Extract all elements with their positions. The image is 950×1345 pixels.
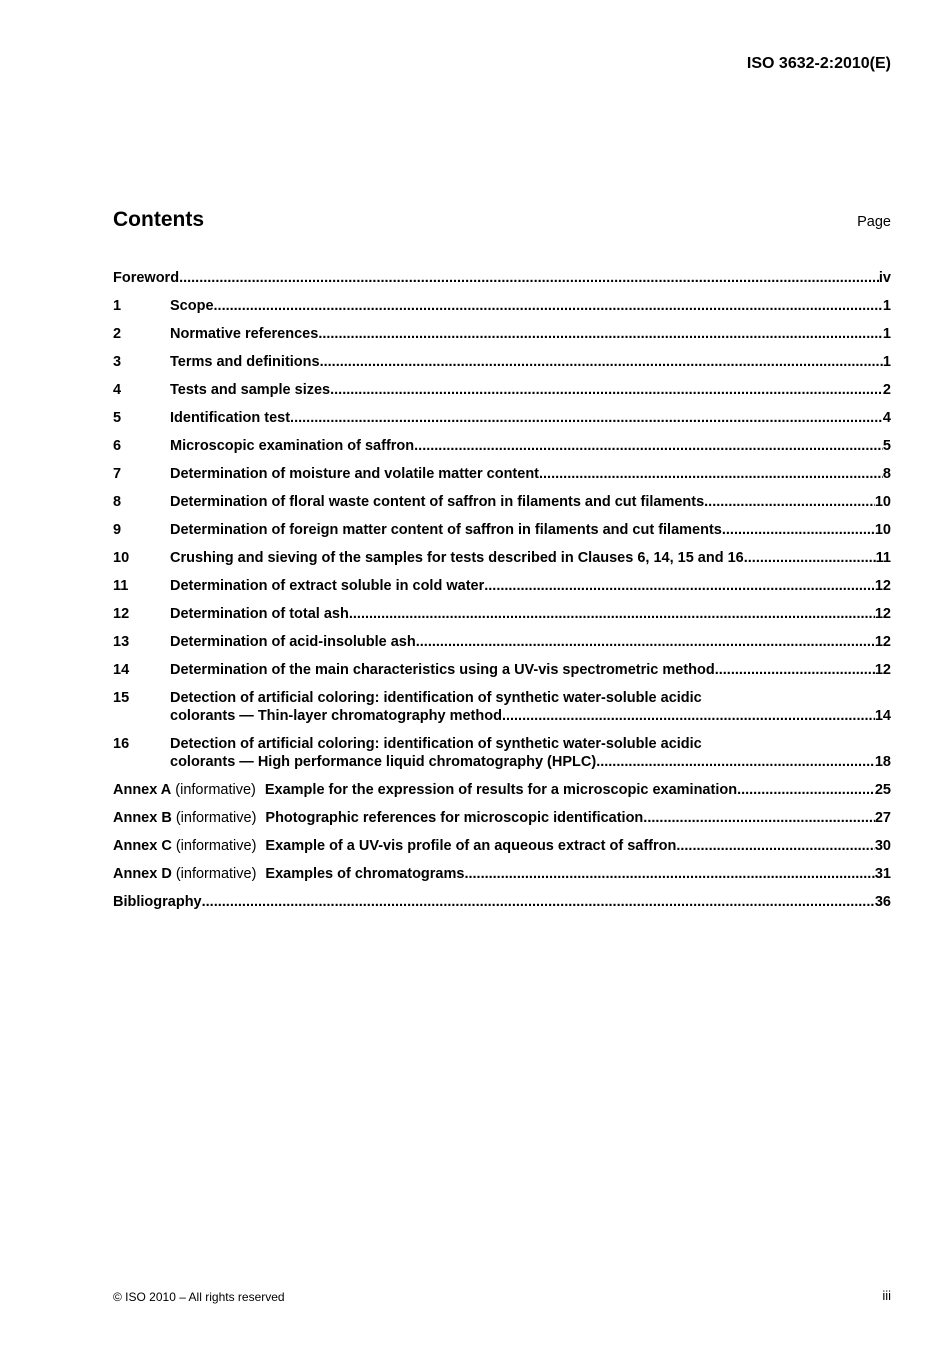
toc-page-number: 10 — [874, 522, 891, 538]
toc-entry-clause-14[interactable] — [113, 661, 891, 679]
dot-leader — [320, 353, 883, 371]
toc-page-number: 12 — [874, 662, 891, 678]
annex-prefix — [113, 865, 265, 883]
toc-clause-number: 15 — [113, 690, 130, 706]
annex-informative-tag: (informative) — [175, 810, 257, 826]
toc-page-number: 12 — [874, 606, 891, 622]
dot-leader — [416, 633, 875, 651]
dot-leader — [349, 605, 875, 623]
toc-page-number: 31 — [874, 866, 891, 882]
toc-page-number: 4 — [882, 410, 891, 426]
dot-leader — [539, 465, 883, 483]
toc-page-number: 12 — [874, 634, 891, 650]
toc-entry-clause-2[interactable] — [113, 325, 891, 343]
page-column-label: Page — [857, 214, 891, 230]
toc-page-number: 1 — [882, 326, 891, 342]
toc-clause-number: 8 — [113, 494, 122, 510]
dot-leader — [214, 297, 883, 315]
toc-clause-number: 14 — [113, 662, 130, 678]
dot-leader — [464, 865, 874, 883]
toc-title: Examples of chromatograms — [265, 866, 465, 882]
toc-page-number: 36 — [874, 894, 891, 910]
dot-leader — [502, 707, 875, 725]
dot-leader — [202, 893, 875, 911]
toc-page-number: 5 — [882, 438, 891, 454]
dot-leader — [704, 493, 875, 511]
dot-leader — [484, 577, 875, 595]
toc-page-number: 2 — [882, 382, 891, 398]
toc-title: Normative references — [170, 326, 319, 342]
toc-entry-clause-3[interactable] — [113, 353, 891, 371]
toc-entry-clause-4[interactable] — [113, 381, 891, 399]
annex-informative-tag: (informative) — [175, 838, 257, 854]
footer-copyright: © ISO 2010 – All rights reserved — [113, 1290, 285, 1304]
document-id: ISO 3632-2:2010(E) — [746, 55, 891, 72]
toc-title: Determination of floral waste content of saffron in filaments and cut filaments — [170, 494, 705, 510]
dot-leader — [596, 753, 875, 771]
toc-clause-number: 9 — [113, 522, 122, 538]
toc-clause-number: 2 — [113, 326, 122, 342]
toc-title-line-2: colorants — Thin-layer chromatography method — [170, 708, 502, 724]
dot-leader — [744, 549, 876, 567]
toc-page-number: 30 — [874, 838, 891, 854]
toc-clause-number: 3 — [113, 354, 122, 370]
toc-title: Crushing and sieving of the samples for tests described in Clauses 6, 14, 15 and 16 — [170, 550, 744, 566]
toc-entry-bibliography[interactable] — [113, 893, 891, 911]
dot-leader — [414, 437, 883, 455]
toc-entry-annex-d[interactable] — [113, 865, 891, 883]
toc-entry-clause-10[interactable] — [113, 549, 891, 567]
toc-clause-number: 7 — [113, 466, 122, 482]
annex-label: Annex B — [113, 810, 172, 826]
toc-page-number: iv — [878, 270, 891, 286]
toc-entry-annex-b[interactable] — [113, 809, 891, 827]
toc-page-number: 1 — [882, 354, 891, 370]
toc-clause-number: 10 — [113, 550, 130, 566]
toc-entry-clause-12[interactable] — [113, 605, 891, 623]
toc-page-number: 1 — [882, 298, 891, 314]
toc-entry-clause-9[interactable] — [113, 521, 891, 539]
annex-informative-tag: (informative) — [175, 782, 256, 798]
toc-entry-annex-c[interactable] — [113, 837, 891, 855]
dot-leader — [318, 325, 883, 343]
toc-title: Identification test — [170, 410, 291, 426]
toc-title: Bibliography — [113, 894, 202, 910]
toc-title-line-1: Detection of artificial coloring: identification of synthetic water-soluble acidic — [170, 736, 702, 752]
toc-clause-number: 16 — [113, 736, 130, 752]
toc-page-number: 10 — [874, 494, 891, 510]
toc-title: Determination of total ash — [170, 606, 349, 622]
toc-title-line-2: colorants — High performance liquid chromatography (HPLC) — [170, 754, 597, 770]
toc-title: Determination of the main characteristics using a UV-vis spectrometric method — [170, 662, 715, 678]
annex-informative-tag: (informative) — [175, 866, 257, 882]
annex-prefix — [113, 781, 265, 799]
toc-page-number: 11 — [875, 550, 891, 566]
toc-entry-clause-16[interactable] — [113, 735, 891, 771]
toc-entry-clause-5[interactable] — [113, 409, 891, 427]
toc-clause-number: 13 — [113, 634, 130, 650]
annex-prefix — [113, 809, 265, 827]
toc-clause-number: 6 — [113, 438, 122, 454]
annex-label: Annex A — [113, 782, 172, 798]
toc-title: Photographic references for microscopic identification — [265, 810, 644, 826]
dot-leader — [737, 781, 875, 799]
toc-clause-number: 11 — [113, 578, 129, 594]
toc-title: Example for the expression of results for a microscopic examination — [264, 782, 738, 798]
dot-leader — [643, 809, 875, 827]
toc-entry-annex-a[interactable] — [113, 781, 891, 799]
contents-header — [113, 208, 891, 232]
dot-leader — [715, 661, 875, 679]
toc-clause-number: 12 — [113, 606, 130, 622]
toc-clause-number: 4 — [113, 382, 122, 398]
toc-entry-clause-6[interactable] — [113, 437, 891, 455]
toc-page-number: 8 — [882, 466, 891, 482]
toc-title: Determination of extract soluble in cold water — [170, 578, 485, 594]
toc-entry-clause-11[interactable] — [113, 577, 891, 595]
toc-entry-clause-1[interactable] — [113, 297, 891, 315]
toc-page-number: 27 — [874, 810, 891, 826]
toc-title: Determination of moisture and volatile matter content — [170, 466, 539, 482]
toc-page-number: 25 — [874, 782, 891, 798]
toc-title: Tests and sample sizes — [170, 382, 331, 398]
toc-title: Determination of foreign matter content of saffron in filaments and cut filaments — [170, 522, 722, 538]
table-of-contents — [113, 269, 891, 921]
toc-title: Terms and definitions — [170, 354, 320, 370]
dot-leader — [722, 521, 875, 539]
toc-entry-clause-7[interactable] — [113, 465, 891, 483]
toc-entry-clause-8[interactable] — [113, 493, 891, 511]
toc-page-number: 12 — [874, 578, 891, 594]
toc-title: Scope — [170, 298, 214, 314]
toc-page-number: 18 — [874, 754, 891, 770]
contents-title: Contents — [113, 208, 204, 231]
toc-entry-clause-13[interactable] — [113, 633, 891, 651]
dot-leader — [676, 837, 875, 855]
dot-leader — [290, 409, 883, 427]
toc-clause-number: 5 — [113, 410, 122, 426]
footer-page-number: iii — [882, 1288, 891, 1303]
annex-label: Annex C — [113, 838, 172, 854]
toc-title-line-1: Detection of artificial coloring: identification of synthetic water-soluble acidic — [170, 690, 702, 706]
toc-title: Microscopic examination of saffron — [170, 438, 415, 454]
toc-title: Example of a UV-vis profile of an aqueous extract of saffron — [265, 838, 677, 854]
dot-leader — [330, 381, 883, 399]
toc-title: Determination of acid-insoluble ash — [170, 634, 416, 650]
annex-prefix — [113, 837, 265, 855]
annex-label: Annex D — [113, 866, 172, 882]
toc-entry-foreword[interactable] — [113, 269, 891, 287]
toc-entry-clause-15[interactable] — [113, 689, 891, 725]
dot-leader — [179, 269, 879, 287]
toc-title: Foreword — [113, 270, 180, 286]
toc-page-number: 14 — [874, 708, 891, 724]
toc-clause-number: 1 — [113, 298, 122, 314]
